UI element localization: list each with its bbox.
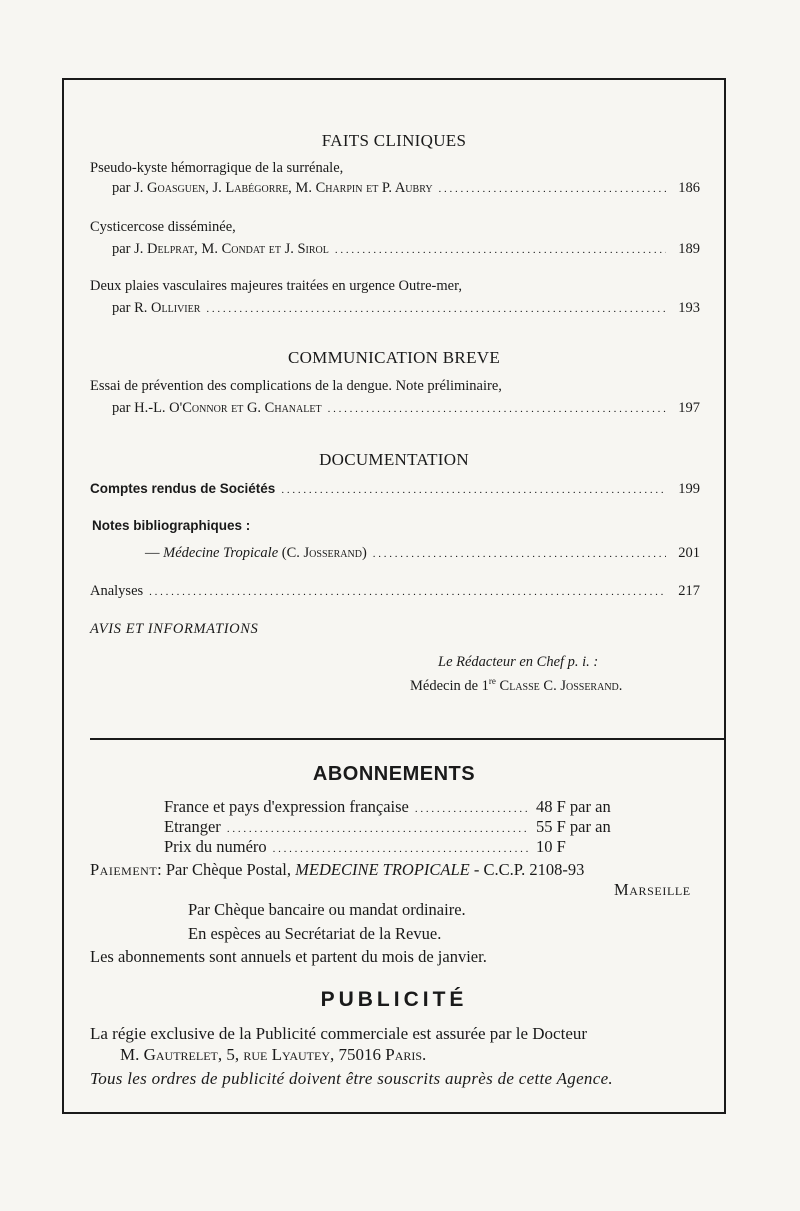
toc-row-comptes-rendus: [90, 481, 700, 498]
paiement-text-b: - C.C.P. 2108-93: [469, 860, 585, 879]
toc-row: [90, 400, 700, 417]
by-label: par: [112, 300, 131, 316]
authors: J. Goasguen, J. Labégorre, M. Charpin et P. Aubry: [134, 180, 433, 196]
redacteur-line2: [410, 676, 622, 695]
dash: —: [145, 545, 160, 561]
cheque-line: Par Chèque bancaire ou mandat ordinaire.: [188, 900, 466, 919]
redacteur-name: Classe C. Josserand.: [495, 677, 623, 694]
annuels-line: Les abonnements sont annuels et partent du mois de janvier.: [90, 947, 487, 966]
avis-informations: AVIS ET INFORMATIONS: [90, 621, 259, 637]
section-title-faits-cliniques: FAITS CLINIQUES: [321, 131, 467, 150]
dot-leader: [281, 484, 666, 496]
publicite-line1: La régie exclusive de la Publicité commerciale est assurée par le Docteur: [90, 1024, 588, 1043]
redacteur-prefix: Médecin de 1: [410, 677, 489, 694]
abonnement-row: [164, 837, 664, 857]
paiement-label: Paiement: [90, 860, 158, 879]
dot-leader: [373, 548, 666, 560]
analyses-label: Analyses: [90, 583, 144, 599]
paiement-journal: MEDECINE TROPICALE: [295, 860, 470, 879]
abonnement-price: 10 F: [536, 837, 566, 856]
authors: H.-L. O'Connor et G. Chanalet: [134, 400, 322, 416]
authors: R. Ollivier: [134, 300, 201, 316]
abonnement-row: [164, 797, 664, 817]
publicite-line3: Tous les ordres de publicité doivent être souscrits auprès de cette Agence.: [90, 1069, 613, 1088]
toc-row-notes: [90, 545, 700, 562]
paiement-line: [90, 860, 584, 880]
book-title: Médecine Tropicale: [163, 545, 279, 561]
by-label: par: [112, 241, 131, 257]
entry-title: Deux plaies vasculaires majeures traitées en urgence Outre-mer,: [90, 278, 462, 294]
paiement-text-a: : Par Chèque Postal,: [157, 860, 296, 879]
abonnement-label: France et pays d'expression française: [164, 797, 409, 816]
toc-row-analyses: [90, 583, 700, 600]
abonnement-price: 55 F par an: [536, 817, 611, 836]
dot-leader: [149, 586, 666, 598]
publicite-line2: M. Gautrelet, 5, rue Lyautey, 75016 Paris.: [120, 1045, 427, 1064]
page-number: 186: [678, 180, 700, 196]
by-label: par: [112, 180, 131, 196]
abonnement-label: Prix du numéro: [164, 837, 267, 856]
page-number: 197: [678, 400, 700, 416]
page-number: 199: [678, 481, 700, 497]
toc-row: [90, 180, 700, 197]
section-title-documentation: DOCUMENTATION: [319, 450, 469, 469]
dot-leader: [439, 183, 666, 195]
paiement-city: Marseille: [614, 880, 691, 899]
especes-line: En espèces au Secrétariat de la Revue.: [188, 924, 442, 943]
abonnement-row: [164, 817, 664, 837]
entry-title: Pseudo-kyste hémorragique de la surrénale,: [90, 160, 344, 176]
page-number: 217: [678, 583, 700, 599]
dot-leader: [227, 823, 530, 835]
entry-title: Essai de prévention des complications de la dengue. Note préliminaire,: [90, 378, 502, 394]
abonnement-price: 48 F par an: [536, 797, 611, 816]
dot-leader: [273, 843, 530, 855]
page-number: 193: [678, 300, 700, 316]
redacteur-sup: re: [488, 676, 496, 686]
abonnements-title: ABONNEMENTS: [312, 763, 476, 785]
book-author: (C. Josserand): [281, 545, 367, 561]
comptes-rendus-label: Comptes rendus de Sociétés: [90, 481, 276, 496]
entry-title: Cysticercose disséminée,: [90, 219, 236, 235]
dot-leader: [415, 803, 530, 815]
section-divider: [90, 738, 724, 740]
abonnement-label: Etranger: [164, 817, 221, 836]
by-label: par: [112, 400, 131, 416]
toc-row: [90, 300, 700, 317]
dot-leader: [335, 244, 666, 256]
dot-leader: [328, 403, 666, 415]
redacteur-line1: Le Rédacteur en Chef p. i. :: [438, 654, 599, 670]
authors: J. Delprat, M. Condat et J. Sirol: [134, 241, 329, 257]
toc-row: [90, 241, 700, 258]
section-title-communication: COMMUNICATION BREVE: [287, 348, 501, 367]
page-number: 201: [678, 545, 700, 561]
notes-bibliographiques-label: Notes bibliographiques :: [92, 518, 251, 533]
dot-leader: [206, 303, 666, 315]
publicite-title: PUBLICITÉ: [320, 988, 468, 1011]
page-number: 189: [678, 241, 700, 257]
